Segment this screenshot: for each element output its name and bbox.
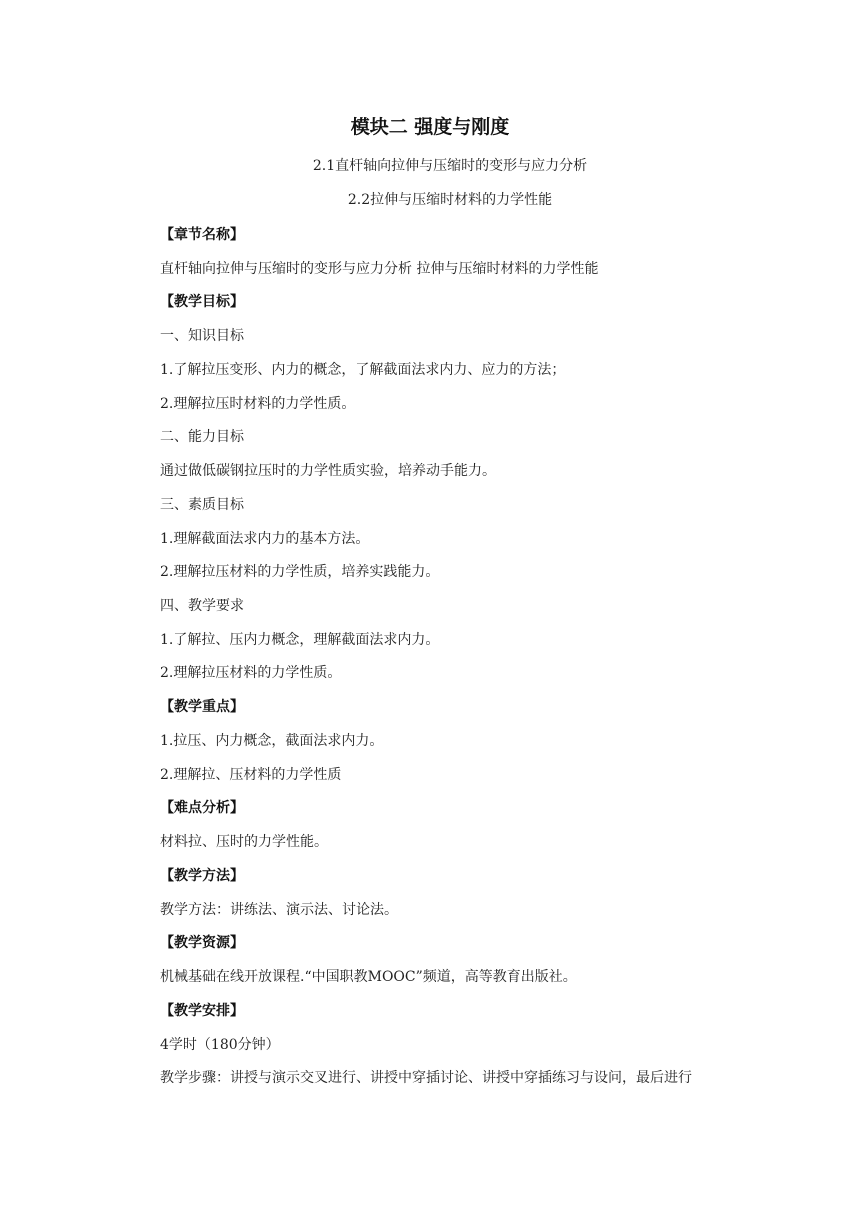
knowledge-objective-2: 2.理解拉压时材料的力学性质。 xyxy=(160,396,356,412)
subheading-teaching-requirements: 四、教学要求 xyxy=(160,598,244,614)
document-title: 模块二 强度与刚度 xyxy=(350,116,510,138)
teaching-requirement-1: 1.了解拉、压内力概念，理解截面法求内力。 xyxy=(160,632,440,648)
subtitle-section-2-1: 2.1直杆轴向拉伸与压缩时的变形与应力分析 xyxy=(312,158,588,174)
heading-teaching-resources: 【教学资源】 xyxy=(160,935,244,951)
chapter-name-text: 直杆轴向拉伸与压缩时的变形与应力分析 拉伸与压缩时材料的力学性能 xyxy=(160,261,599,277)
teaching-focus-1: 1.拉压、内力概念，截面法求内力。 xyxy=(160,733,384,749)
subheading-knowledge-objectives: 一、知识目标 xyxy=(160,328,244,344)
teaching-resources-text: 机械基础在线开放课程.“中国职教MOOC”频道，高等教育出版社。 xyxy=(160,969,577,985)
teaching-focus-2: 2.理解拉、压材料的力学性质 xyxy=(160,767,342,783)
teaching-methods-text: 教学方法：讲练法、演示法、讨论法。 xyxy=(160,902,398,918)
heading-difficulty-analysis: 【难点分析】 xyxy=(160,800,244,816)
heading-teaching-objectives: 【教学目标】 xyxy=(160,294,244,310)
ability-objective-text: 通过做低碳钢拉压时的力学性质实验，培养动手能力。 xyxy=(160,463,496,479)
subheading-ability-objectives: 二、能力目标 xyxy=(160,429,244,445)
heading-teaching-arrangement: 【教学安排】 xyxy=(160,1003,244,1019)
teaching-steps-text: 教学步骤：讲授与演示交叉进行、讲授中穿插讨论、讲授中穿插练习与设问，最后进行 xyxy=(160,1070,692,1086)
heading-teaching-methods: 【教学方法】 xyxy=(160,868,244,884)
quality-objective-1: 1.理解截面法求内力的基本方法。 xyxy=(160,531,370,547)
heading-teaching-focus: 【教学重点】 xyxy=(160,699,244,715)
difficulty-analysis-text: 材料拉、压时的力学性能。 xyxy=(160,834,328,850)
teaching-hours-text: 4学时（180分钟） xyxy=(160,1037,280,1053)
knowledge-objective-1: 1.了解拉压变形、内力的概念，了解截面法求内力、应力的方法； xyxy=(160,362,566,378)
quality-objective-2: 2.理解拉压材料的力学性质，培养实践能力。 xyxy=(160,564,440,580)
subheading-quality-objectives: 三、素质目标 xyxy=(160,497,244,513)
subtitle-section-2-2: 2.2拉伸与压缩时材料的力学性能 xyxy=(347,192,553,208)
teaching-requirement-2: 2.理解拉压材料的力学性质。 xyxy=(160,665,342,681)
heading-chapter-name: 【章节名称】 xyxy=(160,227,244,243)
